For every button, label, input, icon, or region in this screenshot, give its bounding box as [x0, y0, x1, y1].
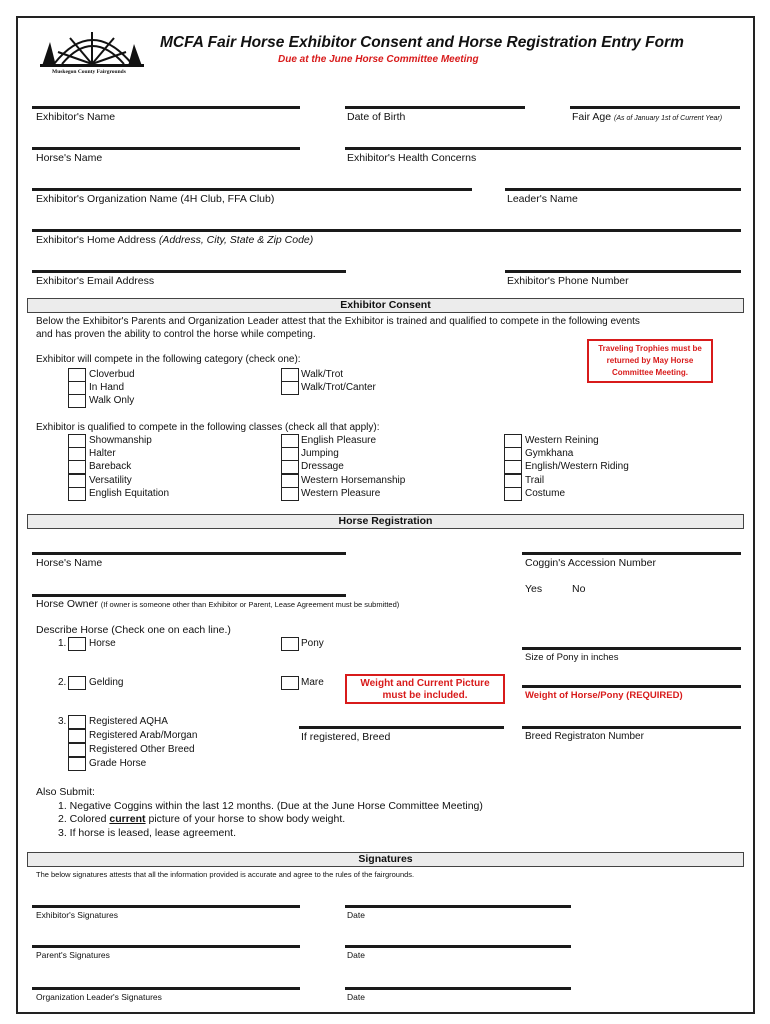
- class-jumping-label: Jumping: [301, 448, 339, 459]
- class-english-western-riding-label: English/Western Riding: [525, 461, 629, 472]
- class-showmanship-label: Showmanship: [89, 435, 152, 446]
- form-subtitle: Due at the June Horse Committee Meeting: [278, 54, 479, 65]
- exhibitor-date-label: Date: [347, 910, 365, 920]
- exhibitor-signature-label: Exhibitor's Signatures: [36, 910, 118, 920]
- weight-required-label: Weight of Horse/Pony (REQUIRED): [525, 690, 683, 701]
- consent-text-line2: and has proven the ability to control the horse while competing.: [36, 329, 316, 340]
- organization-name-field[interactable]: [32, 188, 472, 191]
- class-western-horsemanship-label: Western Horsemanship: [301, 475, 406, 486]
- horse-owner-text: Horse Owner: [36, 598, 98, 610]
- checkbox-walk-trot[interactable]: [281, 368, 299, 382]
- class-gymkhana-label: Gymkhana: [525, 448, 574, 459]
- consent-text-line1: Below the Exhibitor's Parents and Organization Leader attest that the Exhibitor is trained and qualified to compete in the following events: [36, 316, 640, 327]
- logo-text: Muskegon County Fairgrounds: [52, 69, 126, 75]
- checkbox-western-reining[interactable]: [504, 434, 522, 448]
- parent-date-field[interactable]: [345, 945, 571, 948]
- class-dressage-label: Dressage: [301, 461, 344, 472]
- registered-other-label: Registered Other Breed: [89, 744, 195, 755]
- coggins-yes[interactable]: Yes: [525, 583, 543, 595]
- grade-horse-label: Grade Horse: [89, 758, 147, 769]
- class-trail-label: Trail: [525, 475, 545, 486]
- date-of-birth-field[interactable]: [345, 106, 525, 109]
- class-versatility-label: Versatility: [89, 475, 132, 486]
- coggins-no[interactable]: No: [572, 583, 586, 595]
- breed-registration-number-field[interactable]: [522, 726, 741, 729]
- checkbox-walk-trot-canter[interactable]: [281, 381, 299, 395]
- leader-name-field[interactable]: [505, 188, 741, 191]
- home-address-field[interactable]: [32, 229, 741, 232]
- checkbox-costume[interactable]: [504, 487, 522, 501]
- registered-arab-morgan-label: Registered Arab/Morgan: [89, 730, 198, 741]
- leader-name-label: Leader's Name: [507, 193, 578, 205]
- checkbox-western-pleasure[interactable]: [281, 487, 299, 501]
- home-address-note: (Address, City, State & Zip Code): [158, 234, 314, 246]
- checkbox-gelding[interactable]: [68, 676, 86, 690]
- checkbox-bareback[interactable]: [68, 460, 86, 474]
- item2-text-before: 2. Colored: [58, 813, 110, 825]
- also-submit-heading: Also Submit:: [36, 786, 95, 798]
- also-submit-item-1: 1. Negative Coggins within the last 12 months. (Due at the June Horse Committee Meeting): [58, 800, 483, 812]
- health-concerns-label: Exhibitor's Health Concerns: [347, 152, 477, 164]
- weight-field[interactable]: [522, 685, 741, 688]
- item2-emphasis: current: [109, 813, 146, 825]
- checkbox-english-western-riding[interactable]: [504, 460, 522, 474]
- leader-signature-label: Organization Leader's Signatures: [36, 992, 162, 1002]
- line-number-3: 3.: [58, 716, 67, 727]
- mare-label: Mare: [301, 677, 324, 688]
- picture-note-line2: must be included.: [382, 690, 468, 701]
- leader-date-label: Date: [347, 992, 365, 1002]
- horse-name-label: Horse's Name: [36, 152, 103, 164]
- category-walk-only-label: Walk Only: [89, 395, 135, 406]
- signatures-attest-text: The below signatures attests that all the information provided is accurate and agree to the rules of the fairgrounds.: [36, 870, 415, 879]
- class-western-pleasure-label: Western Pleasure: [301, 488, 381, 499]
- registered-aqha-label: Registered AQHA: [89, 716, 168, 727]
- checkbox-registered-aqha[interactable]: [68, 715, 86, 729]
- checkbox-registered-arab-morgan[interactable]: [68, 729, 86, 743]
- parent-date-label: Date: [347, 950, 365, 960]
- picture-note-line1: Weight and Current Picture: [360, 678, 490, 689]
- line-number-1: 1.: [58, 638, 67, 649]
- fair-age-note: (As of January 1st of Current Year): [614, 115, 723, 122]
- coggins-label: Coggin's Accession Number: [525, 557, 656, 569]
- form-title: MCFA Fair Horse Exhibitor Consent and Horse Registration Entry Form: [160, 34, 684, 51]
- category-cloverbud-label: Cloverbud: [89, 369, 135, 380]
- gelding-label: Gelding: [89, 677, 124, 688]
- category-in-hand-label: In Hand: [89, 382, 125, 393]
- category-walk-trot-label: Walk/Trot: [301, 369, 344, 380]
- checkbox-showmanship[interactable]: [68, 434, 86, 448]
- checkbox-versatility[interactable]: [68, 474, 86, 488]
- exhibitor-date-field[interactable]: [345, 905, 571, 908]
- phone-field[interactable]: [505, 270, 741, 273]
- phone-label: Exhibitor's Phone Number: [507, 275, 629, 287]
- checkbox-dressage[interactable]: [281, 460, 299, 474]
- leader-date-field[interactable]: [345, 987, 571, 990]
- breed-label: If registered, Breed: [301, 731, 391, 743]
- trophy-note: Traveling Trophies must be returned by May Horse Committee Meeting.: [587, 339, 713, 383]
- home-address-label: [36, 234, 313, 246]
- checkbox-mare[interactable]: [281, 676, 299, 690]
- picture-note: [345, 674, 505, 704]
- checkbox-walk-only[interactable]: [68, 394, 86, 408]
- horse-owner-note: (If owner is someone other than Exhibitor or Parent, Lease Agreement must be submitted): [100, 600, 400, 609]
- pony-label: Pony: [301, 638, 324, 649]
- item2-text-after: picture of your horse to show body weight.: [145, 813, 346, 825]
- checkbox-grade-horse[interactable]: [68, 757, 86, 771]
- email-field[interactable]: [32, 270, 346, 273]
- breed-registration-number-label: Breed Registraton Number: [525, 731, 644, 742]
- checkbox-jumping[interactable]: [281, 447, 299, 461]
- checkbox-horse[interactable]: [68, 637, 86, 651]
- checkbox-registered-other[interactable]: [68, 743, 86, 757]
- class-western-reining-label: Western Reining: [525, 435, 599, 446]
- signatures-heading: Signatures: [27, 852, 744, 867]
- fairgrounds-logo: [40, 22, 144, 80]
- home-address-text: Exhibitor's Home Address: [36, 234, 156, 246]
- class-bareback-label: Bareback: [89, 461, 132, 472]
- horse-name-field[interactable]: [32, 147, 300, 150]
- exhibitor-consent-heading: Exhibitor Consent: [27, 298, 744, 313]
- horse-owner-field[interactable]: [32, 594, 346, 597]
- breed-field[interactable]: [299, 726, 504, 729]
- coggins-number-field[interactable]: [522, 552, 741, 555]
- also-submit-item-2: [58, 813, 345, 825]
- parent-signature-label: Parent's Signatures: [36, 950, 110, 960]
- email-label: Exhibitor's Email Address: [36, 275, 155, 287]
- class-costume-label: Costume: [525, 488, 566, 499]
- horse-registration-heading: Horse Registration: [27, 514, 744, 529]
- category-prompt: Exhibitor will compete in the following category (check one):: [36, 354, 301, 365]
- pony-size-field[interactable]: [522, 647, 741, 650]
- parent-signature-field[interactable]: [32, 945, 300, 948]
- class-english-pleasure-label: English Pleasure: [301, 435, 377, 446]
- checkbox-english-pleasure[interactable]: [281, 434, 299, 448]
- line-number-2: 2.: [58, 677, 67, 688]
- horse-label: Horse: [89, 638, 116, 649]
- checkbox-western-horsemanship[interactable]: [281, 474, 299, 488]
- organization-name-label: Exhibitor's Organization Name (4H Club, FFA Club): [36, 193, 275, 205]
- fair-age-label: [572, 111, 722, 123]
- describe-horse-prompt: Describe Horse (Check one on each line.): [36, 624, 231, 636]
- fair-age-text: Fair Age: [572, 111, 612, 123]
- registration-horse-name-label: Horse's Name: [36, 557, 103, 569]
- health-concerns-field[interactable]: [345, 147, 741, 150]
- checkbox-cloverbud[interactable]: [68, 368, 86, 382]
- checkbox-halter[interactable]: [68, 447, 86, 461]
- checkbox-in-hand[interactable]: [68, 381, 86, 395]
- horse-owner-label: [36, 598, 399, 610]
- fair-age-field[interactable]: [570, 106, 740, 109]
- exhibitor-name-field[interactable]: [32, 106, 300, 109]
- classes-prompt: Exhibitor is qualified to compete in the following classes (check all that apply):: [36, 422, 380, 433]
- checkbox-pony[interactable]: [281, 637, 299, 651]
- checkbox-trail[interactable]: [504, 474, 522, 488]
- pony-size-label: Size of Pony in inches: [525, 652, 619, 663]
- date-of-birth-label: Date of Birth: [347, 111, 406, 123]
- class-halter-label: Halter: [89, 448, 116, 459]
- category-walk-trot-canter-label: Walk/Trot/Canter: [301, 382, 376, 393]
- registration-horse-name-field[interactable]: [32, 552, 346, 555]
- also-submit-item-3: 3. If horse is leased, lease agreement.: [58, 827, 237, 839]
- exhibitor-signature-field[interactable]: [32, 905, 300, 908]
- checkbox-english-equitation[interactable]: [68, 487, 86, 501]
- class-english-equitation-label: English Equitation: [89, 488, 170, 499]
- checkbox-gymkhana[interactable]: [504, 447, 522, 461]
- exhibitor-name-label: Exhibitor's Name: [36, 111, 116, 123]
- leader-signature-field[interactable]: [32, 987, 300, 990]
